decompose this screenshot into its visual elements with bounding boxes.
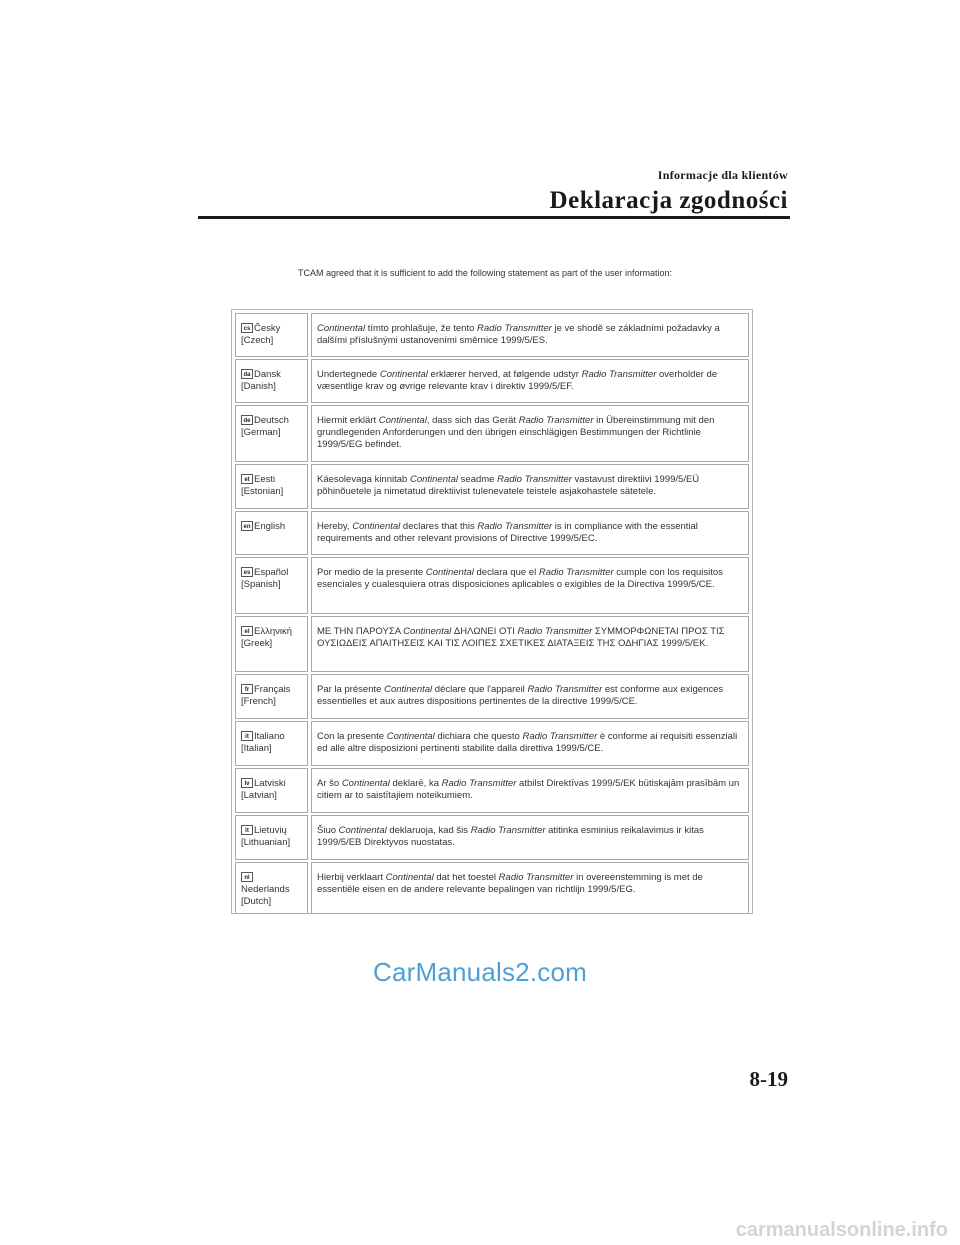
language-name: English (254, 521, 286, 532)
declaration-row (235, 511, 749, 555)
declaration-text: Šiuo Continental deklaruoja, kad šis Radio Transmitter atitinka esminius reikalavimus ir kitas 1999/5/EB Direktyvos nuostatas. (311, 815, 749, 860)
language-cell (235, 359, 308, 403)
declaration-row (235, 359, 749, 403)
declaration-row (235, 721, 749, 766)
language-cell (235, 405, 308, 462)
declaration-text: Undertegnede Continental erklærer herved, at følgende udstyr Radio Transmitter overholder de væsentlige krav og øvrige relevante krav i direktiv 1999/5/EF. (311, 359, 749, 403)
declaration-text: Hierbij verklaart Continental dat het toestel Radio Transmitter in overeenstemming is met de essentiële eisen en de andere relevante bepalingen van richtlijn 1999/5/EG. (311, 862, 749, 914)
language-code-icon: lt (241, 825, 253, 835)
declaration-text: Par la présente Continental déclare que l'appareil Radio Transmitter est conforme aux exigences essentielles et aux autres dispositions pertinentes de la directive 1999/5/CE. (311, 674, 749, 719)
language-english-name: [Danish] (241, 381, 276, 392)
language-english-name: [German] (241, 427, 281, 438)
language-english-name: [Lithuanian] (241, 837, 291, 848)
language-code-icon: et (241, 474, 253, 484)
language-name: Lietuvių (254, 825, 287, 836)
language-cell (235, 768, 308, 813)
language-code-icon: el (241, 626, 253, 636)
language-code-icon: it (241, 731, 253, 741)
language-name: Eesti (254, 474, 276, 485)
declaration-text: Hereby, Continental declares that this Radio Transmitter is in compliance with the essential requirements and other relevant provisions of Directive 1999/5/EC. (311, 511, 749, 555)
language-cell (235, 464, 308, 509)
language-name: Ελληνική (254, 626, 293, 637)
language-cell (235, 616, 308, 672)
page-number: 8-19 (749, 1067, 788, 1091)
language-english-name: [French] (241, 696, 276, 707)
language-code-icon: lv (241, 778, 253, 788)
section-label: Informacje dla klientów (657, 168, 788, 182)
declaration-row (235, 862, 749, 914)
declaration-row (235, 674, 749, 719)
declaration-row (235, 464, 749, 509)
language-code-icon: fr (241, 684, 253, 694)
declaration-text: Käesolevaga kinnitab Continental seadme Radio Transmitter vastavust direktiivi 1999/5/EÜ põhinõuetele ja nimetatud direktiivist tulenevatele teistele asjakohastele sätetele. (311, 464, 749, 509)
language-name: Dansk (254, 369, 281, 380)
language-cell (235, 557, 308, 614)
language-code-icon: nl (241, 872, 253, 882)
language-cell (235, 313, 308, 357)
language-name: Latviski (254, 778, 286, 789)
language-code-icon: cs (241, 323, 253, 333)
language-english-name: [Dutch] (241, 896, 272, 907)
language-name: Nederlands (241, 884, 290, 895)
language-english-name: [Latvian] (241, 790, 277, 801)
language-code-icon: es (241, 567, 253, 577)
language-code-icon: da (241, 369, 253, 379)
language-name: Français (254, 684, 291, 695)
watermark-logo: CarManuals2.com (373, 957, 587, 987)
language-code-icon: en (241, 521, 253, 531)
language-english-name: [Estonian] (241, 486, 284, 497)
header-rule (198, 216, 790, 219)
language-name: Español (254, 567, 289, 578)
language-cell (235, 674, 308, 719)
page-title: Deklaracja zgodności (549, 187, 788, 214)
declaration-row (235, 557, 749, 614)
language-english-name: [Czech] (241, 335, 274, 346)
page-header (550, 168, 788, 215)
declaration-row (235, 405, 749, 462)
language-english-name: [Italian] (241, 743, 272, 754)
declaration-row (235, 616, 749, 672)
declaration-row (235, 768, 749, 813)
declaration-text: Ar šo Continental deklarē, ka Radio Transmitter atbilst Direktīvas 1999/5/EK būtiskajām prasībām un citiem ar to saistītajiem noteikumiem. (311, 768, 749, 813)
intro-text: TCAM agreed that it is sufficient to add the following statement as part of the user information: (297, 268, 673, 278)
declaration-table (231, 309, 753, 914)
declaration-text: Con la presente Continental dichiara che questo Radio Transmitter è conforme ai requisiti essenziali ed alle altre disposizioni pertinenti stabilite dalla direttiva 1999/5/CE. (311, 721, 749, 766)
language-cell (235, 721, 308, 766)
declaration-text: ΜΕ ΤΗΝ ΠΑΡΟΥΣΑ Continental ΔΗΛΩΝΕΙ ΟΤΙ Radio Transmitter ΣΥΜΜΟΡΦΩΝΕΤΑΙ ΠΡΟΣ ΤΙΣ ΟΥΣΙΩΔΕΙΣ ΑΠΑΙΤΗΣΕΙΣ ΚΑΙ ΤΙΣ ΛΟΙΠΕΣ ΣΧΕΤΙΚΕΣ ΔΙΑΤΑΞΕΙΣ ΤΗΣ ΟΔΗΓΙΑΣ 1999/5/ΕΚ. (311, 616, 749, 672)
language-cell (235, 815, 308, 860)
language-name: Česky (254, 323, 281, 334)
declaration-row (235, 815, 749, 860)
declaration-text: Por medio de la presente Continental declara que el Radio Transmitter cumple con los requisitos esenciales y cualesquiera otras disposiciones aplicables o exigibles de la Directiva 1999/5/CE. (311, 557, 749, 614)
declaration-row (235, 313, 749, 357)
language-english-name: [Greek] (241, 638, 273, 649)
declaration-text: Hiermit erklärt Continental, dass sich das Gerät Radio Transmitter in Übereinstimmung mit den grundlegenden Anforderungen und den übrigen einschlägigen Bestimmungen der Richtlinie 1999/5/EG befindet. (311, 405, 749, 462)
language-name: Italiano (254, 731, 285, 742)
footer-watermark: carmanualsonline.info (735, 1219, 948, 1241)
language-cell (235, 511, 308, 555)
declaration-text: Continental tímto prohlašuje, že tento Radio Transmitter je ve shodě se základními požadavky a dalšími příslušnými ustanoveními směrnice 1999/5/ES. (311, 313, 749, 357)
language-cell (235, 862, 308, 914)
language-code-icon: de (241, 415, 253, 425)
language-name: Deutsch (254, 415, 289, 426)
language-english-name: [Spanish] (241, 579, 281, 590)
